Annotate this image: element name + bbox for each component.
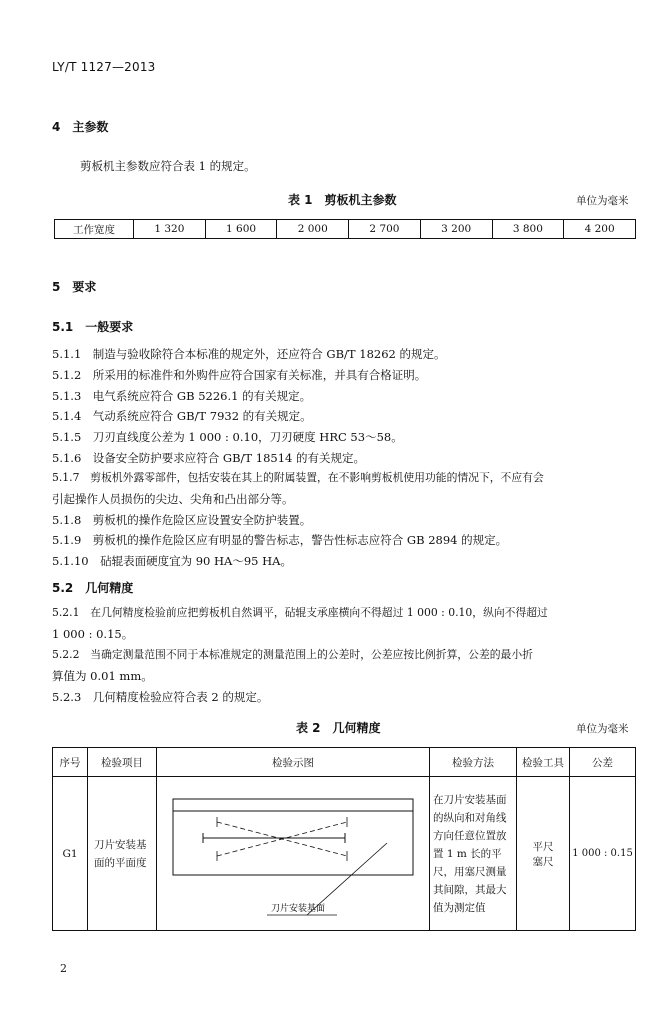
table2 bbox=[52, 747, 636, 931]
clause-5-2-1-cont: 1 000 : 0.15。 bbox=[52, 627, 134, 641]
table1-row bbox=[55, 220, 636, 239]
table2-method: 在刀片安装基面的纵向和对角线方向任意位置放置 1 m 长的平尺，用塞尺测量其间隙，其最大值为测定值 bbox=[430, 777, 517, 931]
table2-header-row bbox=[53, 748, 636, 777]
clause-5-1-9: 5.1.9 剪板机的操作危险区应有明显的警告标志，警告性标志应符合 GB 2894 的规定。 bbox=[52, 533, 508, 547]
clause-5-1-7-cont: 引起操作人员损伤的尖边、尖角和凸出部分等。 bbox=[52, 492, 294, 506]
table1-unit: 单位为毫米 bbox=[576, 195, 629, 207]
flatness-diagram bbox=[157, 777, 429, 927]
table2-figure-cell bbox=[157, 777, 430, 931]
page-number: 2 bbox=[60, 962, 67, 975]
table1-cell: 1 600 bbox=[205, 220, 277, 239]
clause-5-1-2: 5.1.2 所采用的标准件和外购件应符合国家有关标准，并具有合格证明。 bbox=[52, 368, 427, 382]
table2-header: 序号 bbox=[53, 748, 88, 777]
table2-no: G1 bbox=[53, 777, 88, 931]
table2-header: 检验项目 bbox=[88, 748, 157, 777]
section-4-text: 剪板机主参数应符合表 1 的规定。 bbox=[80, 159, 256, 173]
standard-header: LY/T 1127—2013 bbox=[52, 60, 156, 74]
clause-5-1-8: 5.1.8 剪板机的操作危险区应设置安全防护装置。 bbox=[52, 513, 312, 527]
clause-5-2-2-cont: 算值为 0.01 mm。 bbox=[52, 669, 153, 683]
clause-5-1-4: 5.1.4 气动系统应符合 GB/T 7932 的有关规定。 bbox=[52, 409, 312, 423]
clause-5-2-2: 5.2.2 当确定测量范围不同于本标准规定的测量范围上的公差时，公差应按比例折算，公差的最小折 bbox=[52, 648, 533, 661]
table2-unit: 单位为毫米 bbox=[576, 723, 629, 735]
tool-item: 平尺 bbox=[532, 840, 554, 853]
section-5-1-heading: 5.1 一般要求 bbox=[52, 320, 134, 334]
table1-cell: 3 800 bbox=[492, 220, 564, 239]
table2-item: 刀片安装基面的平面度 bbox=[88, 777, 157, 931]
table-row bbox=[53, 777, 636, 931]
table1-cell: 4 200 bbox=[564, 220, 636, 239]
diagram-base-outline bbox=[173, 799, 413, 875]
table2-header: 检验方法 bbox=[430, 748, 517, 777]
clause-5-2-1: 5.2.1 在几何精度检验前应把剪板机自然调平，砧辊支承座横向不得超过 1 000 : 0.10，纵向不得超过 bbox=[52, 606, 548, 619]
section-5-heading: 5 要求 bbox=[52, 280, 97, 294]
table1-row-label: 工作宽度 bbox=[55, 220, 134, 239]
table2-tools bbox=[517, 777, 570, 931]
table1-caption: 表 1 剪板机主参数 bbox=[288, 193, 397, 207]
table1-cell: 2 000 bbox=[277, 220, 349, 239]
table2-caption: 表 2 几何精度 bbox=[296, 721, 381, 735]
table2-header: 检验工具 bbox=[517, 748, 570, 777]
section-4-heading: 4 主参数 bbox=[52, 120, 109, 134]
table2-header: 公差 bbox=[570, 748, 636, 777]
table1 bbox=[54, 219, 636, 239]
clause-5-1-3: 5.1.3 电气系统应符合 GB 5226.1 的有关规定。 bbox=[52, 389, 312, 403]
clause-5-2-3: 5.2.3 几何精度检验应符合表 2 的规定。 bbox=[52, 690, 269, 704]
table1-cell: 2 700 bbox=[349, 220, 421, 239]
clause-5-1-6: 5.1.6 设备安全防护要求应符合 GB/T 18514 的有关规定。 bbox=[52, 451, 365, 465]
section-5-2-heading: 5.2 几何精度 bbox=[52, 581, 134, 595]
clause-5-1-5: 5.1.5 刀刃直线度公差为 1 000 : 0.10，刀刃硬度 HRC 53～58。 bbox=[52, 430, 403, 444]
clause-5-1-7: 5.1.7 剪板机外露零部件，包括安装在其上的附属装置，在不影响剪板机使用功能的情况下，不应有会 bbox=[52, 471, 544, 484]
clause-5-1-10: 5.1.10 砧辊表面硬度宜为 90 HA～95 HA。 bbox=[52, 554, 292, 568]
table2-header: 检验示图 bbox=[157, 748, 430, 777]
table2-tolerance: 1 000 : 0.15 bbox=[570, 777, 636, 931]
figure-label: 刀片安装基面 bbox=[271, 904, 326, 914]
tool-item: 塞尺 bbox=[532, 855, 554, 868]
clause-5-1-1: 5.1.1 制造与验收除符合本标准的规定外，还应符合 GB/T 18262 的规定。 bbox=[52, 347, 446, 361]
table1-cell: 3 200 bbox=[420, 220, 492, 239]
table1-cell: 1 320 bbox=[134, 220, 206, 239]
